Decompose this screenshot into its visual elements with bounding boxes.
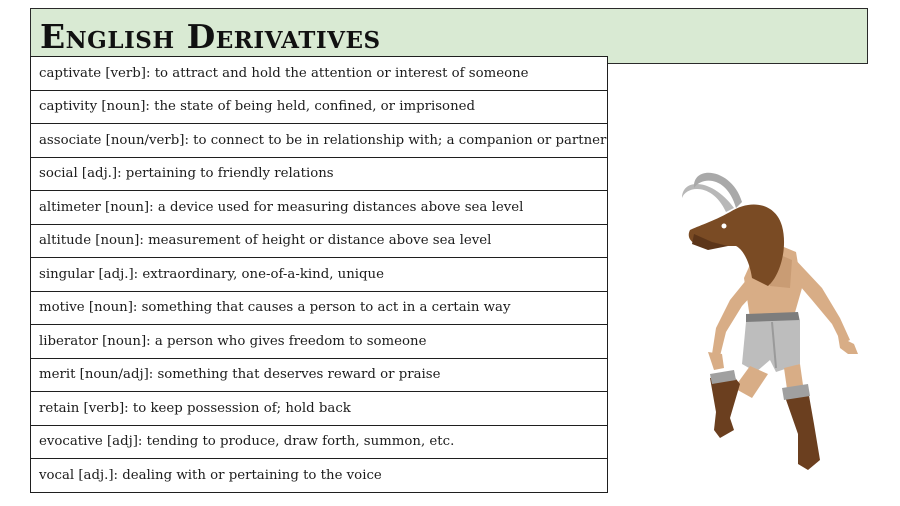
definition-row: motive [noun]: something that causes a person to act in a certain way <box>30 291 608 326</box>
definition-row: singular [adj.]: extraordinary, one-of-a-kind, unique <box>30 257 608 292</box>
definition-row: captivity [noun]: the state of being held, confined, or imprisoned <box>30 90 608 125</box>
definition-row: merit [noun/adj]: something that deserves reward or praise <box>30 358 608 393</box>
definitions-table <box>30 57 608 493</box>
page-title: English Derivatives <box>40 17 381 56</box>
definition-row: captivate [verb]: to attract and hold the attention or interest of someone <box>30 56 608 91</box>
definition-row: altimeter [noun]: a device used for measuring distances above sea level <box>30 190 608 225</box>
definition-row: liberator [noun]: a person who gives freedom to someone <box>30 324 608 359</box>
goat-headed-man-icon <box>672 168 862 478</box>
definition-row: evocative [adj]: tending to produce, draw forth, summon, etc. <box>30 425 608 460</box>
definition-row: altitude [noun]: measurement of height or distance above sea level <box>30 224 608 259</box>
definition-row: associate [noun/verb]: to connect to be in relationship with; a companion or partner <box>30 123 608 158</box>
definition-row: social [adj.]: pertaining to friendly relations <box>30 157 608 192</box>
definition-row: retain [verb]: to keep possession of; hold back <box>30 391 608 426</box>
definition-row: vocal [adj.]: dealing with or pertaining to the voice <box>30 458 608 493</box>
